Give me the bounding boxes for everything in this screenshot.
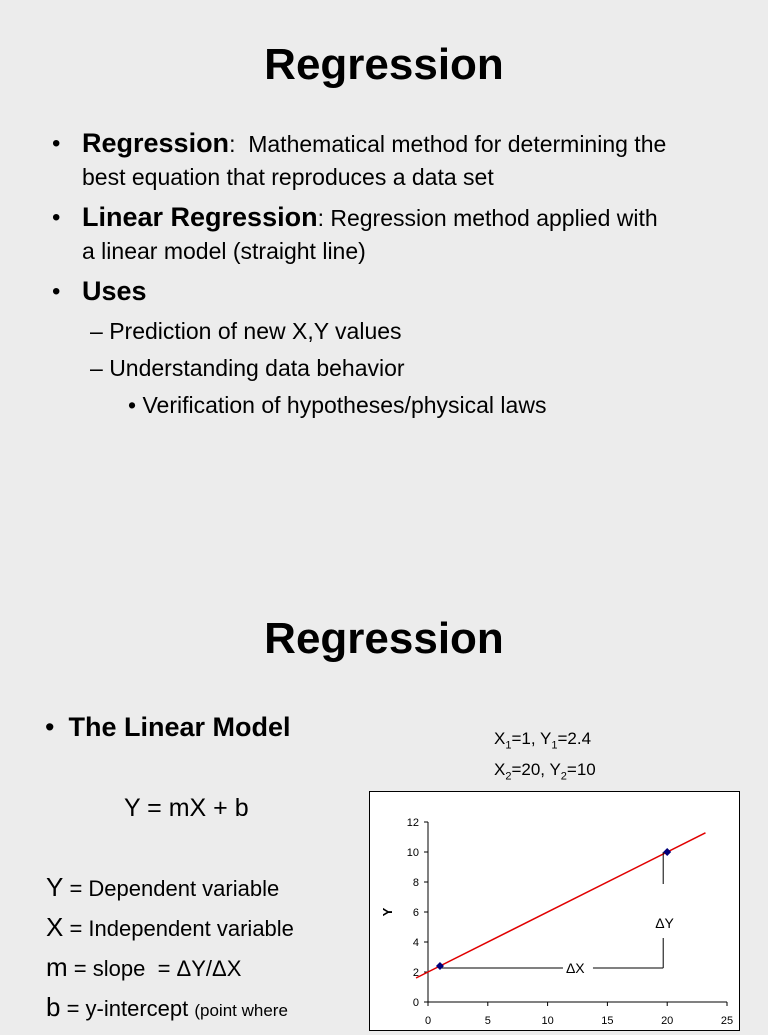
point-1-text: $X_1=1$, $Y_1=2.4$ — [494, 729, 592, 752]
bullet-term: Uses — [82, 276, 147, 306]
bullet-desc-cont: best equation that reproduces a data set — [82, 164, 494, 190]
bullet-linear-model: • The Linear Model — [45, 712, 291, 742]
x-tick-label: 15 — [601, 1015, 614, 1027]
delta-x-label: ΔX — [565, 960, 585, 976]
bullet-term: Linear Regression — [82, 202, 318, 232]
y-tick-label: 2 — [412, 967, 419, 979]
sub-bullet-prediction: – Prediction of new X,Y values — [90, 318, 402, 344]
definition-x: X = Independent variable — [46, 912, 294, 942]
definition-m: m = slope = ΔY/ΔX — [46, 952, 242, 982]
sub-sub-bullet-verification: • Verification of hypotheses/physical laws — [128, 392, 547, 418]
bullet-dot: • — [52, 278, 61, 305]
delta-y-label: ΔY — [655, 915, 674, 931]
slide-1-title: Regression — [264, 40, 504, 89]
bullet-regression: • Regression: Mathematical method for determining the best equation that reproduces a data set — [52, 128, 667, 190]
slide-2 — [0, 512, 768, 1027]
bullet-desc-cont: a linear model (straight line) — [82, 238, 366, 264]
bullet-dot: • — [52, 204, 61, 231]
data-point — [436, 962, 444, 970]
regression-chart-svg — [370, 792, 739, 1030]
regression-line — [416, 833, 705, 978]
y-tick-label: 8 — [412, 877, 419, 889]
x-tick-label: 20 — [661, 1015, 674, 1027]
y-axis-label: Y — [380, 907, 395, 917]
data-point — [663, 848, 671, 856]
sub-bullet-understanding: – Understanding data behavior — [90, 355, 405, 381]
slide-2-title: Regression — [264, 614, 504, 663]
x-tick-label: 5 — [484, 1015, 491, 1027]
x-tick-label: 0 — [424, 1015, 432, 1027]
bullet-term: Regression — [82, 128, 230, 158]
linear-equation: Y = mX + b — [124, 794, 249, 822]
y-tick-label: 0 — [412, 997, 419, 1009]
slide-1 — [0, 0, 768, 512]
bullet-dot: • — [52, 130, 61, 157]
point-2-text: $X_2=20$, $Y_2=10$ — [494, 760, 596, 783]
bullet-linear-regression: • Linear Regression: Regression method applied with a linear model (straight line) — [52, 202, 658, 264]
y-tick-label: 6 — [412, 907, 419, 919]
x-tick-label: 10 — [541, 1015, 554, 1027]
regression-chart — [369, 791, 740, 1031]
bullet-desc: Regression method applied with — [323, 205, 658, 231]
y-tick-label: 12 — [406, 817, 419, 829]
bullet-uses — [52, 275, 752, 309]
bullet-desc: Mathematical method for determining the — [235, 131, 667, 157]
definition-b: b = y-intercept (point where — [46, 992, 288, 1022]
y-tick-label: 10 — [406, 847, 419, 859]
definition-y: Y = Dependent variable — [46, 872, 280, 902]
y-tick-label: 4 — [412, 937, 419, 949]
x-tick-label: 25 — [720, 1015, 734, 1027]
